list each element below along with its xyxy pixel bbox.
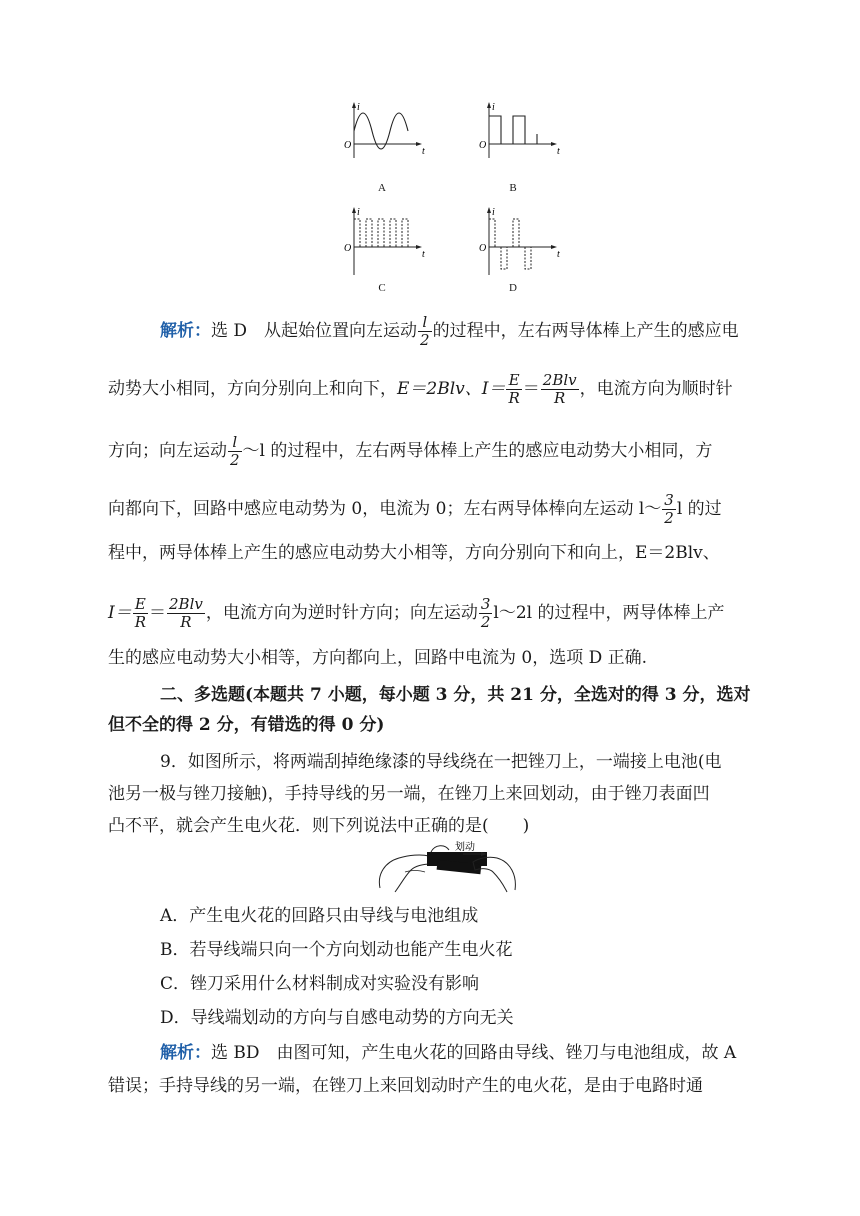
q9-option-b: B．若导线端只向一个方向划动也能产生电火花 [160,940,513,960]
graph-b-label: B [509,182,517,194]
answer-label: 解析： [160,1043,211,1063]
answer8-line3: 方向；向左运动 $\frac{l}{2}$ ～l 的过程中，左右两导体棒上产生的感应电动势大小相同，方 [108,433,713,469]
answer8-line6: I＝ $\frac{E}{R}$ ＝ $\frac{\text{2Blv}}{R}$ ，电流方向为逆时针方向；向左运动 $\frac{3}{2}$ l～2l 的过程中，两导体棒上产 [108,595,725,631]
answer8-line4: 向都向下，回路中感应电动势为 0，电流为 0；左右两导体棒向左运动 l～ $\frac{3}{2}$ l 的过 [108,491,722,527]
graph-d [475,205,565,284]
graph-a-label: A [378,182,386,194]
graph-c-label: C [378,282,386,294]
figure-label: 划动 [455,842,475,853]
svg-text:t: t [422,146,425,157]
q9-option-d: D．导线端划动的方向与自感电动势的方向无关 [160,1008,514,1028]
axis-i-label: i [357,102,360,113]
q9-line2: 池另一极与锉刀接触)，手持导线的另一端，在锉刀上来回划动，由于锉刀表面凹 [108,784,710,804]
answer-label: 解析： [160,321,211,341]
q9-line1: 9．如图所示，将两端刮掉绝缘漆的导线绕在一把锉刀上，一端接上电池(电 [160,752,722,772]
q9-option-a: A．产生电火花的回路只由导线与电池组成 [160,906,479,926]
svg-text:O: O [479,140,487,151]
answer8-line5: 程中，两导体棒上产生的感应电动势大小相等，方向分别向下和向上，E＝2Blv、 [108,543,720,563]
answer9-line1: 解析：选 BD 由图可知，产生电火花的回路由导线、锉刀与电池组成，故 A [160,1043,737,1063]
section2-line1: 二、多选题(本题共 7 小题，每小题 3 分，共 21 分，全选对的得 3 分，选对 [160,685,751,705]
answer8-line7: 生的感应电动势大小相等，方向都向上，回路中电流为 0，选项 D 正确. [108,648,648,668]
svg-text:O: O [344,243,352,254]
svg-text:t: t [557,249,560,260]
svg-text:O: O [479,243,487,254]
graph-a [340,100,430,164]
svg-text:i: i [492,102,495,113]
left-hand-icon [379,855,431,892]
q9-line3: 凸不平，就会产生电火花．则下列说法中正确的是( ) [108,816,530,836]
graph-d-label: D [509,282,517,294]
svg-text:i: i [492,207,495,218]
section2-line2: 但不全的得 2 分，有错选的得 0 分) [108,715,385,735]
graph-c [340,205,430,284]
svg-text:O: O [344,140,352,151]
answer8-line2: 动势大小相同，方向分别向上和向下，E＝2Blv、I＝ $\frac{E}{R}$ ＝ $\frac{\text{2Blv}}{R}$ ，电流方向为顺时针 [108,371,733,407]
q9-option-c: C．锉刀采用什么材料制成对实验没有影响 [160,974,480,994]
answer9-line2: 错误；手持导线的另一端，在锉刀上来回划动时产生的电火花，是由于电路时通 [108,1076,703,1096]
answer8-line1: 解析：选 D 从起始位置向左运动 $\frac{l}{2}$ 的过程中，左右两导体棒上产生的感应电 [160,313,739,349]
graph-b [475,100,565,164]
q9-figure [375,840,520,900]
svg-text:i: i [357,207,360,218]
svg-text:t: t [557,146,560,157]
svg-text:t: t [422,249,425,260]
